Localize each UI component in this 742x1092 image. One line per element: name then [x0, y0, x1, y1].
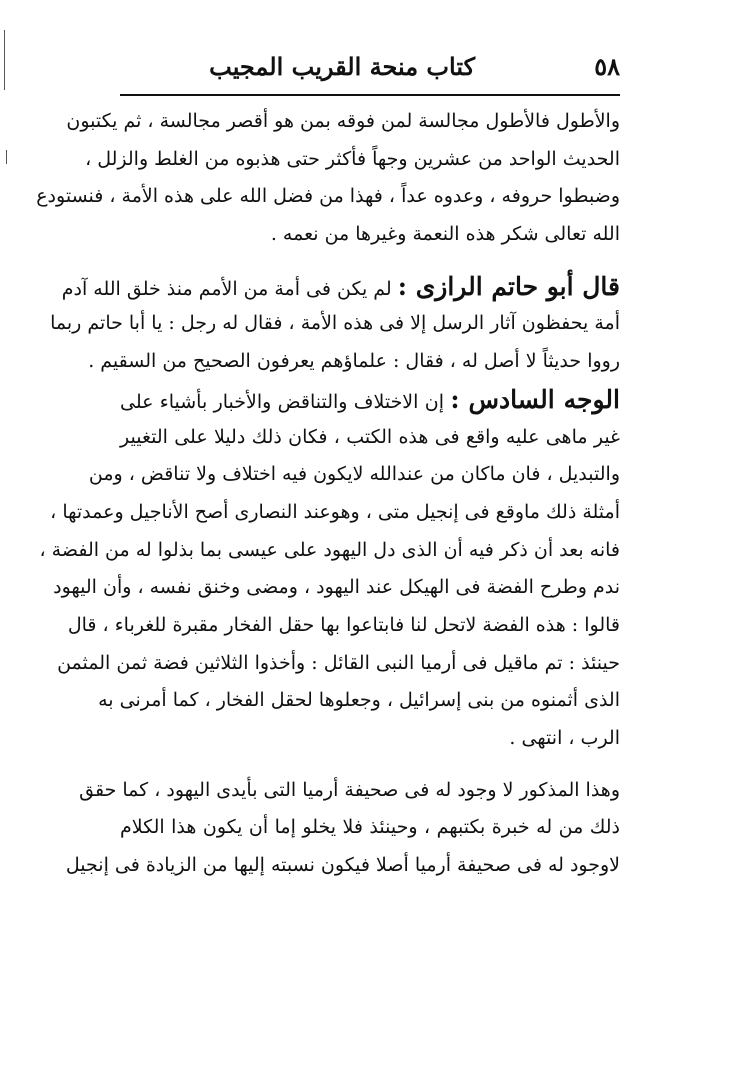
- scan-edge-mark: [6, 150, 7, 164]
- text-line: الرب ، انتهى .: [509, 727, 620, 749]
- text-line: ندم وطرح الفضة فى الهيكل عند اليهود ، ومضى وخنق نفسه ، وأن اليهود: [53, 576, 620, 599]
- header-rule: [120, 94, 620, 96]
- text-line: الذى أثمنوه من بنى إسرائيل ، وجعلوها لحقل الفخار ، كما أمرنى به: [98, 689, 620, 712]
- text-line: لاوجود له فى صحيفة أرميا أصلا فيكون نسبته إليها من الزيادة فى إنجيل: [65, 854, 620, 877]
- text-line: أمثلة ذلك ماوقع فى إنجيل متى ، وهوعند النصارى أصح الأناجيل وعمدتها ،: [50, 500, 620, 523]
- paragraph-lead: الوجه السادس :: [450, 384, 620, 414]
- paragraph-2: [50, 268, 620, 381]
- text-line: حينئذ : تم ماقيل فى أرميا النبى القائل : وأخذوا الثلاثين فضة ثمن المثمن: [57, 651, 620, 674]
- text-line: وهذا المذكور لا وجود له فى صحيفة أرميا التى بأيدى اليهود ، كما حقق: [79, 778, 620, 801]
- text-line: غير ماهى عليه واقع فى هذه الكتب ، فكان ذلك دليلا على التغيير: [120, 425, 620, 448]
- text-line: والأطول فالأطول مجالسة لمن فوقه بمن هو أقصر مجالسة ، ثم يكتبون: [66, 110, 620, 132]
- text-segment: لم يكن فى أمة من الأمم منذ خلق الله آدم: [61, 277, 392, 300]
- running-title: كتاب منحة القريب المجيب: [209, 52, 475, 81]
- text-line: الحديث الواحد من عشرين وجهاً فأكثر حتى هذبوه من الغلط والزلل ،: [85, 147, 620, 170]
- text-segment: إن الاختلاف والتناقض والأخبار بأشياء على: [120, 390, 444, 413]
- text-line: فانه بعد أن ذكر فيه أن الذى دل اليهود على عيسى بما بذلوا له من الفضة ،: [39, 538, 620, 561]
- text-line: رووا حديثاً لا أصل له ، فقال : علماؤهم يعرفون الصحيح من السقيم .: [88, 350, 620, 373]
- text-line: وضبطوا حروفه ، وعدوه عداً ، فهذا من فضل الله على هذه الأمة ، فنستودع: [36, 185, 620, 208]
- text-line: [61, 268, 620, 306]
- text-line: الله تعالى شكر هذه النعمة وغيرها من نعمه .: [270, 223, 620, 246]
- paragraph-4: [65, 772, 620, 885]
- paragraph-1: [36, 103, 620, 254]
- body-text: [36, 103, 620, 885]
- paragraph-lead: قال أبو حاتم الرازى :: [397, 271, 620, 301]
- text-line: ذلك من له خبرة بكتبهم ، وحينئذ فلا يخلو إما أن يكون هذا الكلام: [120, 816, 620, 839]
- text-line: [120, 381, 620, 419]
- text-line: أمة يحفظون آثار الرسل إلا فى هذه الأمة ، فقال له رجل : يا أبا حاتم ربما: [50, 312, 620, 335]
- page-header: [120, 46, 620, 94]
- paragraph-3: [39, 381, 620, 758]
- page-number: ٥٨: [594, 52, 620, 81]
- scan-edge-mark: [4, 30, 5, 90]
- text-line: والتبديل ، فان ماكان من عندالله لايكون فيه اختلاف ولا تناقض ، ومن: [88, 463, 620, 486]
- text-line: قالوا : هذه الفضة لاتحل لنا فابتاعوا بها حقل الفخار مقبرة للغرباء ، قال: [67, 613, 620, 636]
